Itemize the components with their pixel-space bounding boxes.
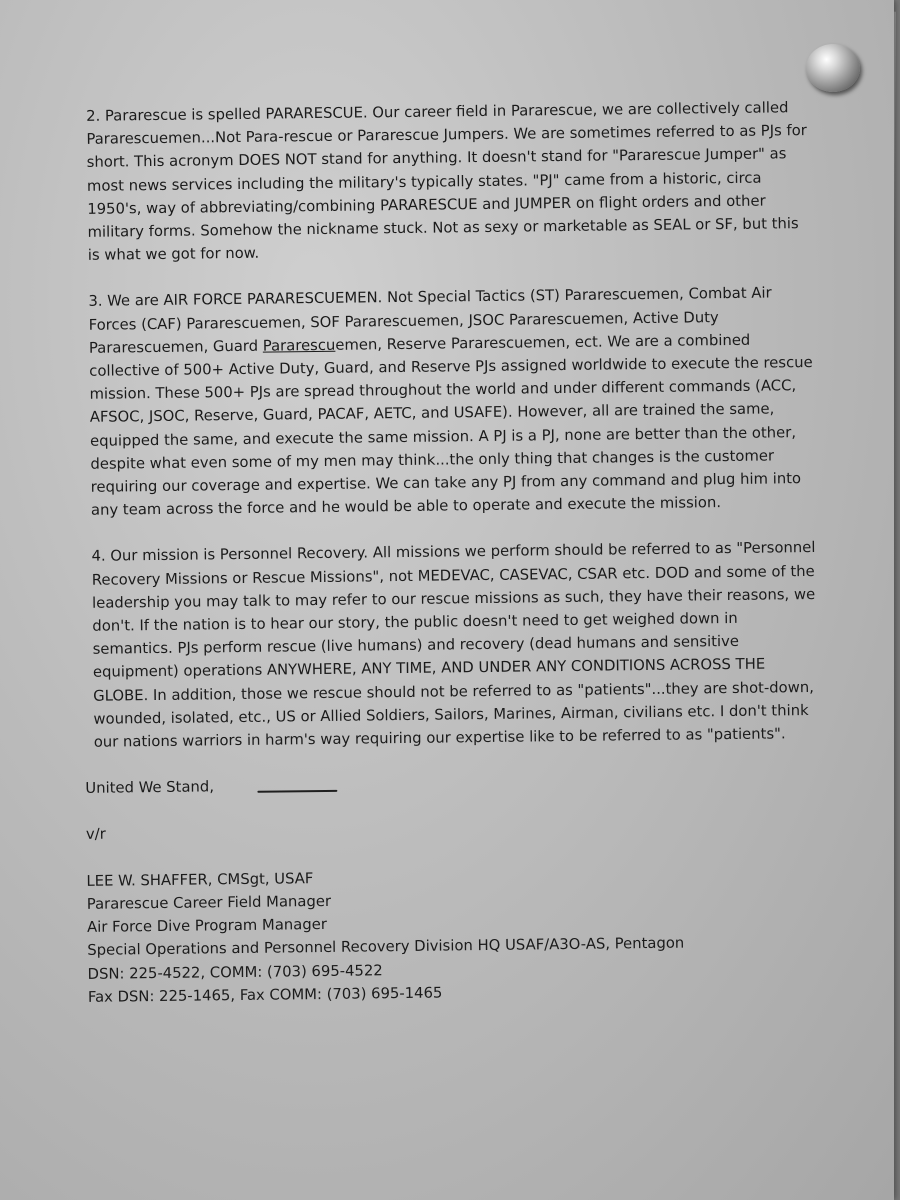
paragraph-3 <box>74 281 817 522</box>
signature-line <box>257 790 337 793</box>
paragraph-4 <box>77 536 819 754</box>
paragraph-2 <box>72 96 814 267</box>
valediction-text: v/r <box>85 826 106 844</box>
paragraph-number: 3. <box>88 293 103 311</box>
signer-name: LEE W. SHAFFER, CMSgt, USAF <box>86 869 314 890</box>
paragraph-text: Pararescue is spelled PARARESCUE. Our career field in Pararescue, we are collectively called Pararescuemen...Not Para-rescue or Pararescue Jumpers. We are sometimes referred to as PJs for short. This acronym DOES NOT stand for anything. It doesn't stand for "Pararescue Jumper" as most news services including the military's typically states. "PJ" came from a historic, circa 1950's, way of abbreviating/combining PARARESCUE and JUMPER on flight orders and other military forms. Somehow the nickname stuck. Not as sexy or marketable as SEAL or SF, but this is what we got for now. <box>86 99 807 265</box>
signer-fax: Fax DSN: 225-1465, Fax COMM: (703) 695-1465 <box>87 984 443 1006</box>
closing <box>85 768 820 800</box>
valediction <box>86 814 821 846</box>
signer-role: Air Force Dive Program Manager <box>86 916 327 936</box>
signer-phone: DSN: 225-4522, COMM: (703) 695-4522 <box>87 961 383 983</box>
paragraph-text-continued: emen, Reserve Pararescuemen, ect. We are a combined collective of 500+ Active Duty, Guard, and Reserve PJs assigned worldwide to execute the rescue mission. These 500+ PJs are spread throughout the world and under different commands (ACC, AFSOC, JSOC, Reserve, Guard, PACAF, AETC, and USAFE). However, all are trained the same, equipped the same, and execute the same mission. A PJ is a PJ, none are better than the other, despite what even some of my men may think...the only thing that changes is the customer requiring our coverage and expertise. We can take any PJ from any command and plug him into any team across the force and he would be able to operate and execute the mission. <box>89 331 813 520</box>
signer-title: Pararescue Career Field Manager <box>86 892 332 913</box>
signature-block <box>86 861 823 1009</box>
closing-text: United We Stand, <box>85 778 215 798</box>
paragraph-text: We are AIR FORCE PARARESCUEMEN. Not Special Tactics (ST) Pararescuemen, Combat Air Forces (CAF) Pararescuemen, SOF Pararescuemen, JSOC Pararescuemen, Active Duty Pararescuemen, Guard <box>88 284 772 357</box>
underlined-word: Pararescu <box>262 336 336 355</box>
thumbtack-icon <box>806 44 860 92</box>
paragraph-text: Our mission is Personnel Recovery. All missions we perform should be referred to as "Personnel Recovery Missions or Rescue Missions", not MEDEVAC, CASEVAC, CSAR etc. DOD and some of the leadership you may talk to may refer to our rescue missions as such, they have their reasons, we don't. If the nation is to hear our story, the public doesn't need to get weighed down in semantics. PJs perform rescue (live humans) and recovery (dead humans and sensitive equipment) operations ANYWHERE, ANY TIME, AND UNDER ANY CONDITIONS ACROSS THE GLOBE. In addition, those we rescue should not be referred to as "patients"...they are shot-down, wounded, isolated, etc., US or Allied Soldiers, Sailors, Marines, Airman, civilians etc. I don't think our nations warriors in harm's way requiring our expertise like to be referred to as "patients". <box>91 539 816 751</box>
letter-body <box>72 96 823 1009</box>
paragraph-number: 4. <box>91 548 106 566</box>
paragraph-number: 2. <box>86 107 101 125</box>
signer-division: Special Operations and Personnel Recovery Division HQ USAF/A3O-AS, Pentagon <box>87 934 685 960</box>
